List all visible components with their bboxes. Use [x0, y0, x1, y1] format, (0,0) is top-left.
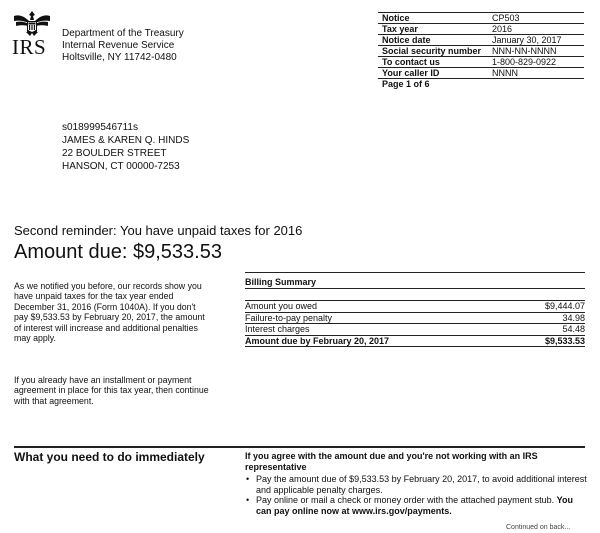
notice-date-value: January 30, 2017: [488, 35, 584, 46]
billing-row: [245, 324, 585, 336]
page-indicator: Page 1 of 6: [382, 79, 430, 89]
page-row: [378, 79, 584, 90]
todo-item: [245, 495, 590, 516]
recipient-city: HANSON, CT 00000-7253: [62, 161, 180, 172]
billing-label: Amount you owed: [245, 301, 318, 311]
billing-label: Failure-to-pay penalty: [245, 312, 333, 323]
section-divider: [14, 446, 585, 448]
recipient-name: JAMES & KAREN Q. HINDS: [62, 135, 190, 146]
todo-heading: If you agree with the amount due and you're not working with an IRS representative: [245, 451, 538, 472]
ssn-label: Social security number: [378, 46, 488, 57]
billing-row: [245, 301, 585, 313]
billing-total-value: $9,533.53: [544, 335, 585, 346]
todo-list: [245, 474, 590, 516]
notice-row: [378, 13, 584, 24]
notice-date-row: [378, 35, 584, 46]
notice-info-table: [378, 12, 584, 89]
ssn-row: [378, 46, 584, 57]
billing-label: Interest charges: [245, 324, 310, 334]
pay-online-link[interactable]: You can pay online now at www.irs.gov/payments.: [256, 495, 574, 516]
billing-spacer: [245, 289, 585, 301]
continued-note: Continued on back...: [506, 524, 571, 531]
todo-item: • Pay the amount due of $9,533.53 by February 20, 2017, to avoid additional interest and applicable penalty charges.: [245, 474, 590, 495]
todo-title: What you need to do immediately: [14, 450, 205, 464]
tax-year-value: 2016: [488, 24, 584, 35]
contact-phone[interactable]: 1-800-829-0922: [488, 57, 584, 68]
irs-logo: [12, 10, 56, 57]
notice-paragraph: As we notified you before, our records show you have unpaid taxes for the tax year ended December 31, 2016 (Form 1040A). If you don't pay $9,533.53 by February 20, 2017, the amount of interest will increase and additional penalties may apply.: [14, 281, 205, 344]
tax-year-label: Tax year: [378, 24, 488, 35]
notice-label: Notice: [378, 13, 488, 24]
notice-date-label: Notice date: [378, 35, 488, 46]
billing-value: 34.98: [562, 312, 585, 323]
contact-label: To contact us: [378, 57, 488, 68]
amount-due-heading: Amount due: $9,533.53: [14, 241, 222, 263]
recipient-street: 22 BOULDER STREET: [62, 148, 167, 159]
agency-service: Internal Revenue Service: [62, 40, 175, 51]
page-row-blank: [488, 79, 584, 90]
reminder-heading: Second reminder: You have unpaid taxes for 2016: [14, 223, 303, 238]
tax-year-row: [378, 24, 584, 35]
billing-title: Billing Summary: [245, 272, 585, 289]
caller-id-label: Your caller ID: [378, 68, 488, 79]
eagle-seal-icon: [12, 10, 52, 36]
agency-department: Department of the Treasury: [62, 28, 184, 39]
billing-total-label: Amount due by February 20, 2017: [245, 335, 390, 346]
caller-id-value: NNNN: [488, 68, 584, 79]
irs-wordmark: IRS: [12, 35, 47, 59]
caller-id-row: [378, 68, 584, 79]
billing-summary: [245, 272, 585, 347]
notice-value: CP503: [488, 13, 584, 24]
billing-total-row: [245, 336, 585, 348]
ssn-value: NNN-NN-NNNN: [488, 46, 584, 57]
recipient-address: [62, 121, 189, 173]
agreement-paragraph: If you already have an installment or payment agreement in place for this tax year, then continue with that agreement.: [14, 375, 209, 406]
agency-address: [62, 28, 184, 64]
barcode-id: s018999546711s: [62, 122, 138, 133]
billing-row: [245, 313, 585, 325]
agency-city: Holtsville, NY 11742-0480: [62, 52, 177, 63]
billing-value: 54.48: [562, 324, 585, 334]
billing-value: $9,444.07: [544, 301, 585, 311]
contact-row: [378, 57, 584, 68]
todo-instructions: [245, 451, 590, 516]
todo-item-text: Pay online or mail a check or money order with the attached payment stub.: [256, 495, 555, 505]
